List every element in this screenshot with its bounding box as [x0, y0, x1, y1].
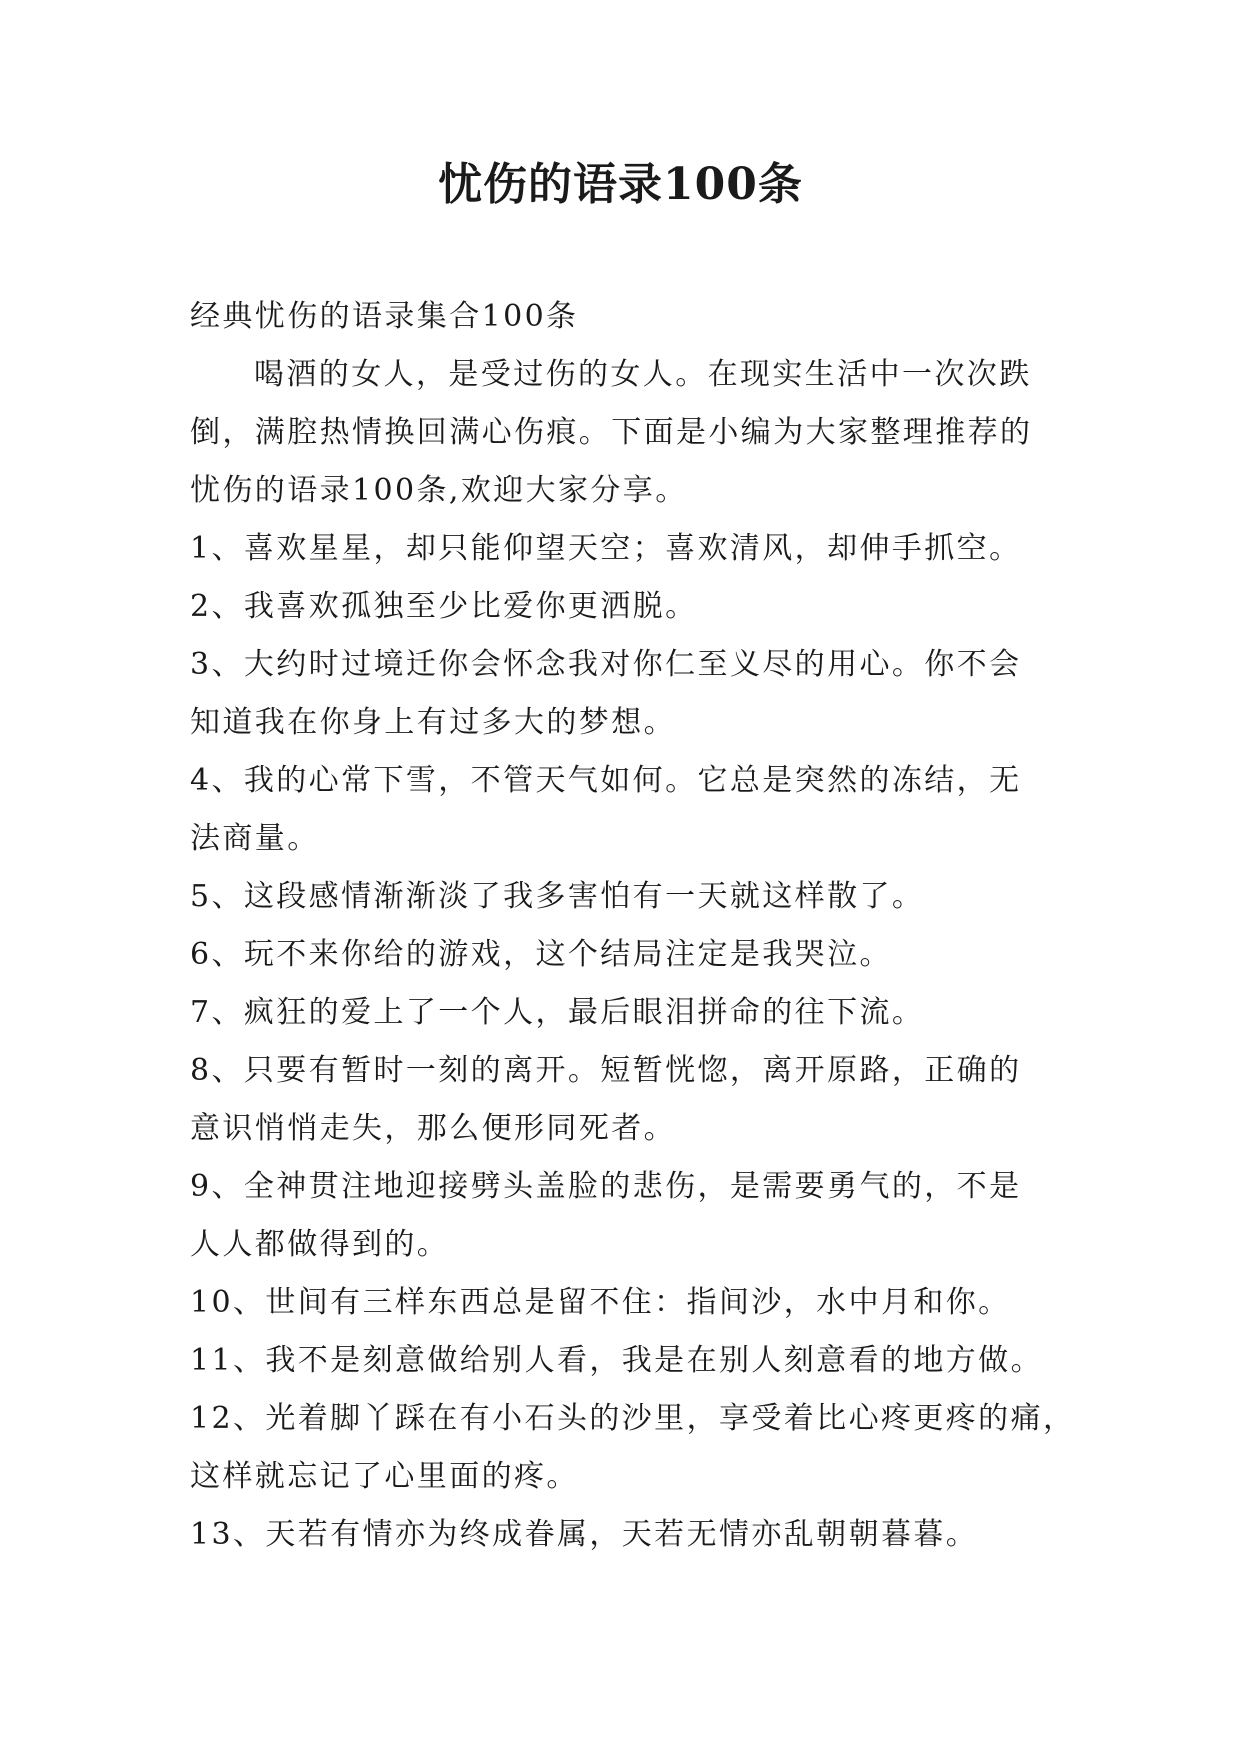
quote-line: 4、我的心常下雪，不管天气如何。它总是突然的冻结，无: [190, 763, 1022, 798]
quote-line: 10、世间有三样东西总是留不住：指间沙，水中月和你。: [190, 1285, 1011, 1320]
quote-line: 9、全神贯注地迎接劈头盖脸的悲伤，是需要勇气的，不是: [190, 1169, 1022, 1204]
quote-line: 6、玩不来你给的游戏，这个结局注定是我哭泣。: [190, 937, 892, 972]
document-body: [190, 288, 1076, 1564]
quote-line: 2、我喜欢孤独至少比爱你更洒脱。: [190, 589, 698, 624]
quote-line: 1、喜欢星星，却只能仰望天空；喜欢清风，却伸手抓空。: [190, 531, 1022, 566]
quote-line: 5、这段感情渐渐淡了我多害怕有一天就这样散了。: [190, 879, 925, 914]
quote-line: 意识悄悄走失，那么便形同死者。: [190, 1111, 676, 1146]
quote-line: 8、只要有暂时一刻的离开。短暂恍惚，离开原路，正确的: [190, 1053, 1022, 1088]
quote-line: 人人都做得到的。: [190, 1227, 450, 1262]
quote-line: 知道我在你身上有过多大的梦想。: [190, 705, 676, 740]
quote-line: 13、天若有情亦为终成眷属，天若无情亦乱朝朝暮暮。: [190, 1517, 979, 1552]
quote-line: 11、我不是刻意做给别人看，我是在别人刻意看的地方做。: [190, 1343, 1043, 1378]
intro-paragraph-line: 倒，满腔热情换回满心伤痕。下面是小编为大家整理推荐的: [190, 415, 1033, 450]
quote-line: 3、大约时过境迁你会怀念我对你仁至义尽的用心。你不会: [190, 647, 1022, 682]
intro-paragraph-line: 忧伤的语录100条,欢迎大家分享。: [190, 473, 688, 508]
intro-paragraph-line: 喝酒的女人，是受过伤的女人。在现实生活中一次次跌: [254, 357, 1032, 392]
quote-line: 法商量。: [190, 821, 320, 856]
quote-line: 7、疯狂的爱上了一个人，最后眼泪拼命的往下流。: [190, 995, 925, 1030]
quote-line: 这样就忘记了心里面的疼。: [190, 1459, 579, 1494]
document-title: 忧伤的语录100条: [438, 159, 803, 210]
quote-line: 12、光着脚丫踩在有小石头的沙里，享受着比心疼更疼的痛，: [190, 1401, 1076, 1436]
subtitle-line: 经典忧伤的语录集合100条: [190, 299, 579, 334]
